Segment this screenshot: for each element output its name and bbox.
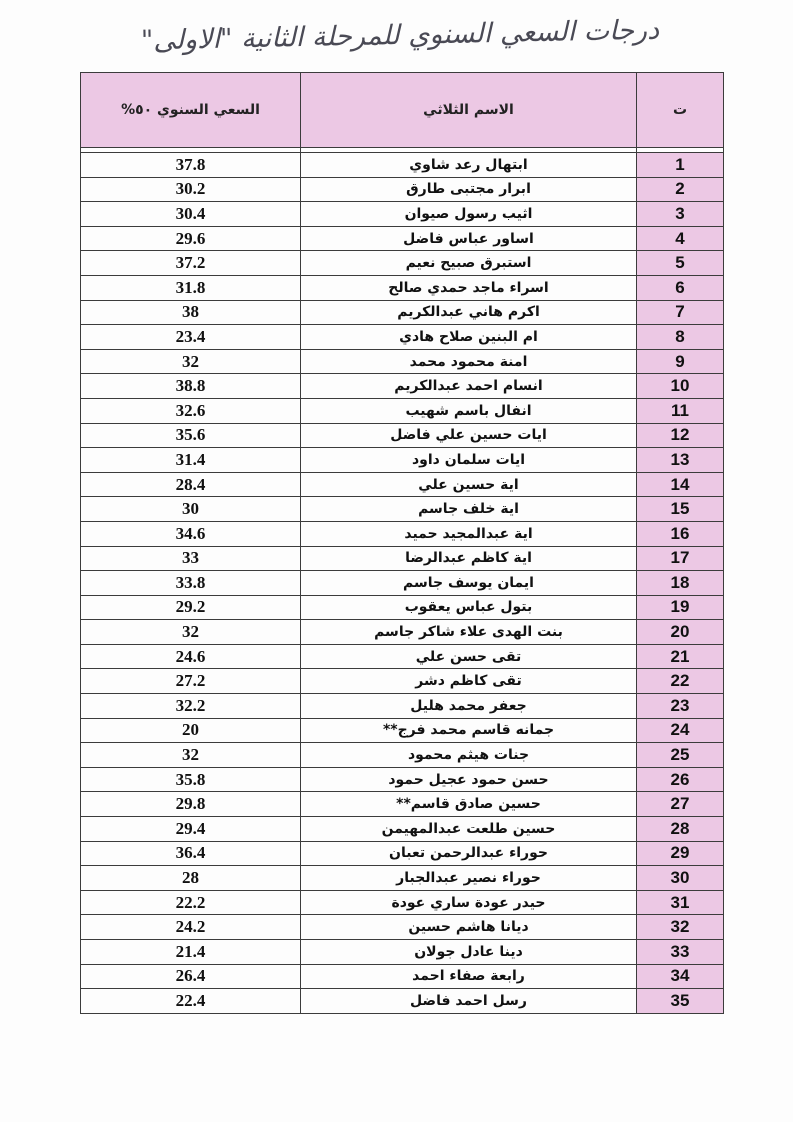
table-row xyxy=(81,743,724,768)
table-row xyxy=(81,890,724,915)
row-number: 25 xyxy=(637,743,724,768)
table-row xyxy=(81,989,724,1014)
row-name: جعفر محمد هليل xyxy=(301,694,637,719)
row-name: حوراء عبدالرحمن تعبان xyxy=(301,841,637,866)
row-score: 26.4 xyxy=(81,964,301,989)
row-number: 8 xyxy=(637,325,724,350)
row-name: جنات هيثم محمود xyxy=(301,743,637,768)
table-row xyxy=(81,251,724,276)
row-number: 5 xyxy=(637,251,724,276)
table-row xyxy=(81,669,724,694)
row-name: ابرار مجتبى طارق xyxy=(301,177,637,202)
header-name: الاسم الثلاثي xyxy=(301,73,637,148)
row-number: 10 xyxy=(637,374,724,399)
table-row xyxy=(81,177,724,202)
row-score: 31.4 xyxy=(81,448,301,473)
row-score: 22.2 xyxy=(81,890,301,915)
row-number: 3 xyxy=(637,202,724,227)
row-name: انفال باسم شهيب xyxy=(301,398,637,423)
row-score: 33.8 xyxy=(81,571,301,596)
row-score: 24.6 xyxy=(81,644,301,669)
row-number: 23 xyxy=(637,694,724,719)
row-number: 33 xyxy=(637,940,724,965)
row-score: 32.6 xyxy=(81,398,301,423)
row-number: 35 xyxy=(637,989,724,1014)
row-score: 29.4 xyxy=(81,817,301,842)
row-name: حسن حمود عجيل حمود xyxy=(301,767,637,792)
row-score: 31.8 xyxy=(81,275,301,300)
table-row xyxy=(81,571,724,596)
table-row xyxy=(81,226,724,251)
row-name: بنت الهدى علاء شاكر جاسم xyxy=(301,620,637,645)
row-score: 29.8 xyxy=(81,792,301,817)
table-row xyxy=(81,964,724,989)
row-number: 22 xyxy=(637,669,724,694)
table-row xyxy=(81,374,724,399)
row-number: 6 xyxy=(637,275,724,300)
row-name: حسين طلعت عبدالمهيمن xyxy=(301,817,637,842)
row-name: حسين صادق قاسم** xyxy=(301,792,637,817)
table-row xyxy=(81,275,724,300)
table-row xyxy=(81,521,724,546)
row-number: 17 xyxy=(637,546,724,571)
row-number: 32 xyxy=(637,915,724,940)
row-name: دينا عادل جولان xyxy=(301,940,637,965)
row-score: 29.2 xyxy=(81,595,301,620)
handwritten-heading: درجات السعي السنوي للمرحلة الثانية "الاولى" xyxy=(140,14,660,56)
table-row xyxy=(81,398,724,423)
table-row xyxy=(81,767,724,792)
row-name: امنة محمود محمد xyxy=(301,349,637,374)
row-name: حوراء نصير عبدالجبار xyxy=(301,866,637,891)
row-score: 30 xyxy=(81,497,301,522)
row-name: اية خلف جاسم xyxy=(301,497,637,522)
row-score: 27.2 xyxy=(81,669,301,694)
row-number: 29 xyxy=(637,841,724,866)
table-row xyxy=(81,940,724,965)
row-score: 38 xyxy=(81,300,301,325)
row-name: حيدر عودة ساري عودة xyxy=(301,890,637,915)
table-row xyxy=(81,792,724,817)
table-row xyxy=(81,644,724,669)
row-name: اية كاظم عبدالرضا xyxy=(301,546,637,571)
row-number: 12 xyxy=(637,423,724,448)
row-name: ايات سلمان داود xyxy=(301,448,637,473)
row-number: 30 xyxy=(637,866,724,891)
row-name: تقى كاظم دشر xyxy=(301,669,637,694)
row-score: 28 xyxy=(81,866,301,891)
table-row xyxy=(81,620,724,645)
table-row xyxy=(81,153,724,178)
row-number: 18 xyxy=(637,571,724,596)
row-number: 34 xyxy=(637,964,724,989)
row-name: اثيب رسول صيوان xyxy=(301,202,637,227)
table-row xyxy=(81,595,724,620)
row-name: ايمان يوسف جاسم xyxy=(301,571,637,596)
table-row xyxy=(81,349,724,374)
row-score: 36.4 xyxy=(81,841,301,866)
row-name: استبرق صبيح نعيم xyxy=(301,251,637,276)
row-score: 30.4 xyxy=(81,202,301,227)
row-number: 19 xyxy=(637,595,724,620)
row-score: 33 xyxy=(81,546,301,571)
row-number: 1 xyxy=(637,153,724,178)
row-name: ديانا هاشم حسين xyxy=(301,915,637,940)
row-score: 29.6 xyxy=(81,226,301,251)
row-score: 24.2 xyxy=(81,915,301,940)
table-row xyxy=(81,423,724,448)
row-number: 13 xyxy=(637,448,724,473)
row-name: تقى حسن علي xyxy=(301,644,637,669)
row-score: 21.4 xyxy=(81,940,301,965)
row-number: 11 xyxy=(637,398,724,423)
row-number: 15 xyxy=(637,497,724,522)
table-row xyxy=(81,448,724,473)
row-score: 34.6 xyxy=(81,521,301,546)
row-name: رابعة صفاء احمد xyxy=(301,964,637,989)
row-name: اساور عباس فاضل xyxy=(301,226,637,251)
row-name: جمانه قاسم محمد فرج** xyxy=(301,718,637,743)
row-score: 37.8 xyxy=(81,153,301,178)
row-name: اية حسين علي xyxy=(301,472,637,497)
row-number: 7 xyxy=(637,300,724,325)
table-row xyxy=(81,915,724,940)
header-number: ت xyxy=(637,73,724,148)
row-name: انسام احمد عبدالكريم xyxy=(301,374,637,399)
row-number: 31 xyxy=(637,890,724,915)
row-number: 26 xyxy=(637,767,724,792)
row-number: 24 xyxy=(637,718,724,743)
row-number: 4 xyxy=(637,226,724,251)
row-name: ام البنين صلاح هادي xyxy=(301,325,637,350)
row-score: 32 xyxy=(81,620,301,645)
row-number: 16 xyxy=(637,521,724,546)
row-score: 28.4 xyxy=(81,472,301,497)
row-name: رسل احمد فاضل xyxy=(301,989,637,1014)
row-score: 38.8 xyxy=(81,374,301,399)
row-name: ابتهال رعد شاوي xyxy=(301,153,637,178)
row-name: اسراء ماجد حمدي صالح xyxy=(301,275,637,300)
row-score: 30.2 xyxy=(81,177,301,202)
row-number: 9 xyxy=(637,349,724,374)
table-row xyxy=(81,325,724,350)
row-score: 23.4 xyxy=(81,325,301,350)
table-row xyxy=(81,817,724,842)
table-row xyxy=(81,472,724,497)
header-score: السعي السنوي ٥٠% xyxy=(81,73,301,148)
row-number: 21 xyxy=(637,644,724,669)
row-score: 32 xyxy=(81,743,301,768)
row-name: بتول عباس يعقوب xyxy=(301,595,637,620)
row-score: 20 xyxy=(81,718,301,743)
row-score: 22.4 xyxy=(81,989,301,1014)
table-row xyxy=(81,546,724,571)
row-number: 2 xyxy=(637,177,724,202)
row-score: 35.6 xyxy=(81,423,301,448)
table-row xyxy=(81,497,724,522)
table-row xyxy=(81,300,724,325)
row-score: 32 xyxy=(81,349,301,374)
row-name: اكرم هاني عبدالكريم xyxy=(301,300,637,325)
table-row xyxy=(81,866,724,891)
row-name: ايات حسين علي فاضل xyxy=(301,423,637,448)
row-score: 35.8 xyxy=(81,767,301,792)
row-number: 14 xyxy=(637,472,724,497)
table-row xyxy=(81,718,724,743)
table-header-row xyxy=(81,73,724,148)
row-number: 28 xyxy=(637,817,724,842)
table-row xyxy=(81,202,724,227)
row-name: اية عبدالمجيد حميد xyxy=(301,521,637,546)
row-number: 27 xyxy=(637,792,724,817)
table-row xyxy=(81,841,724,866)
grades-table xyxy=(80,72,724,1014)
table-row xyxy=(81,694,724,719)
row-score: 37.2 xyxy=(81,251,301,276)
row-number: 20 xyxy=(637,620,724,645)
row-score: 32.2 xyxy=(81,694,301,719)
